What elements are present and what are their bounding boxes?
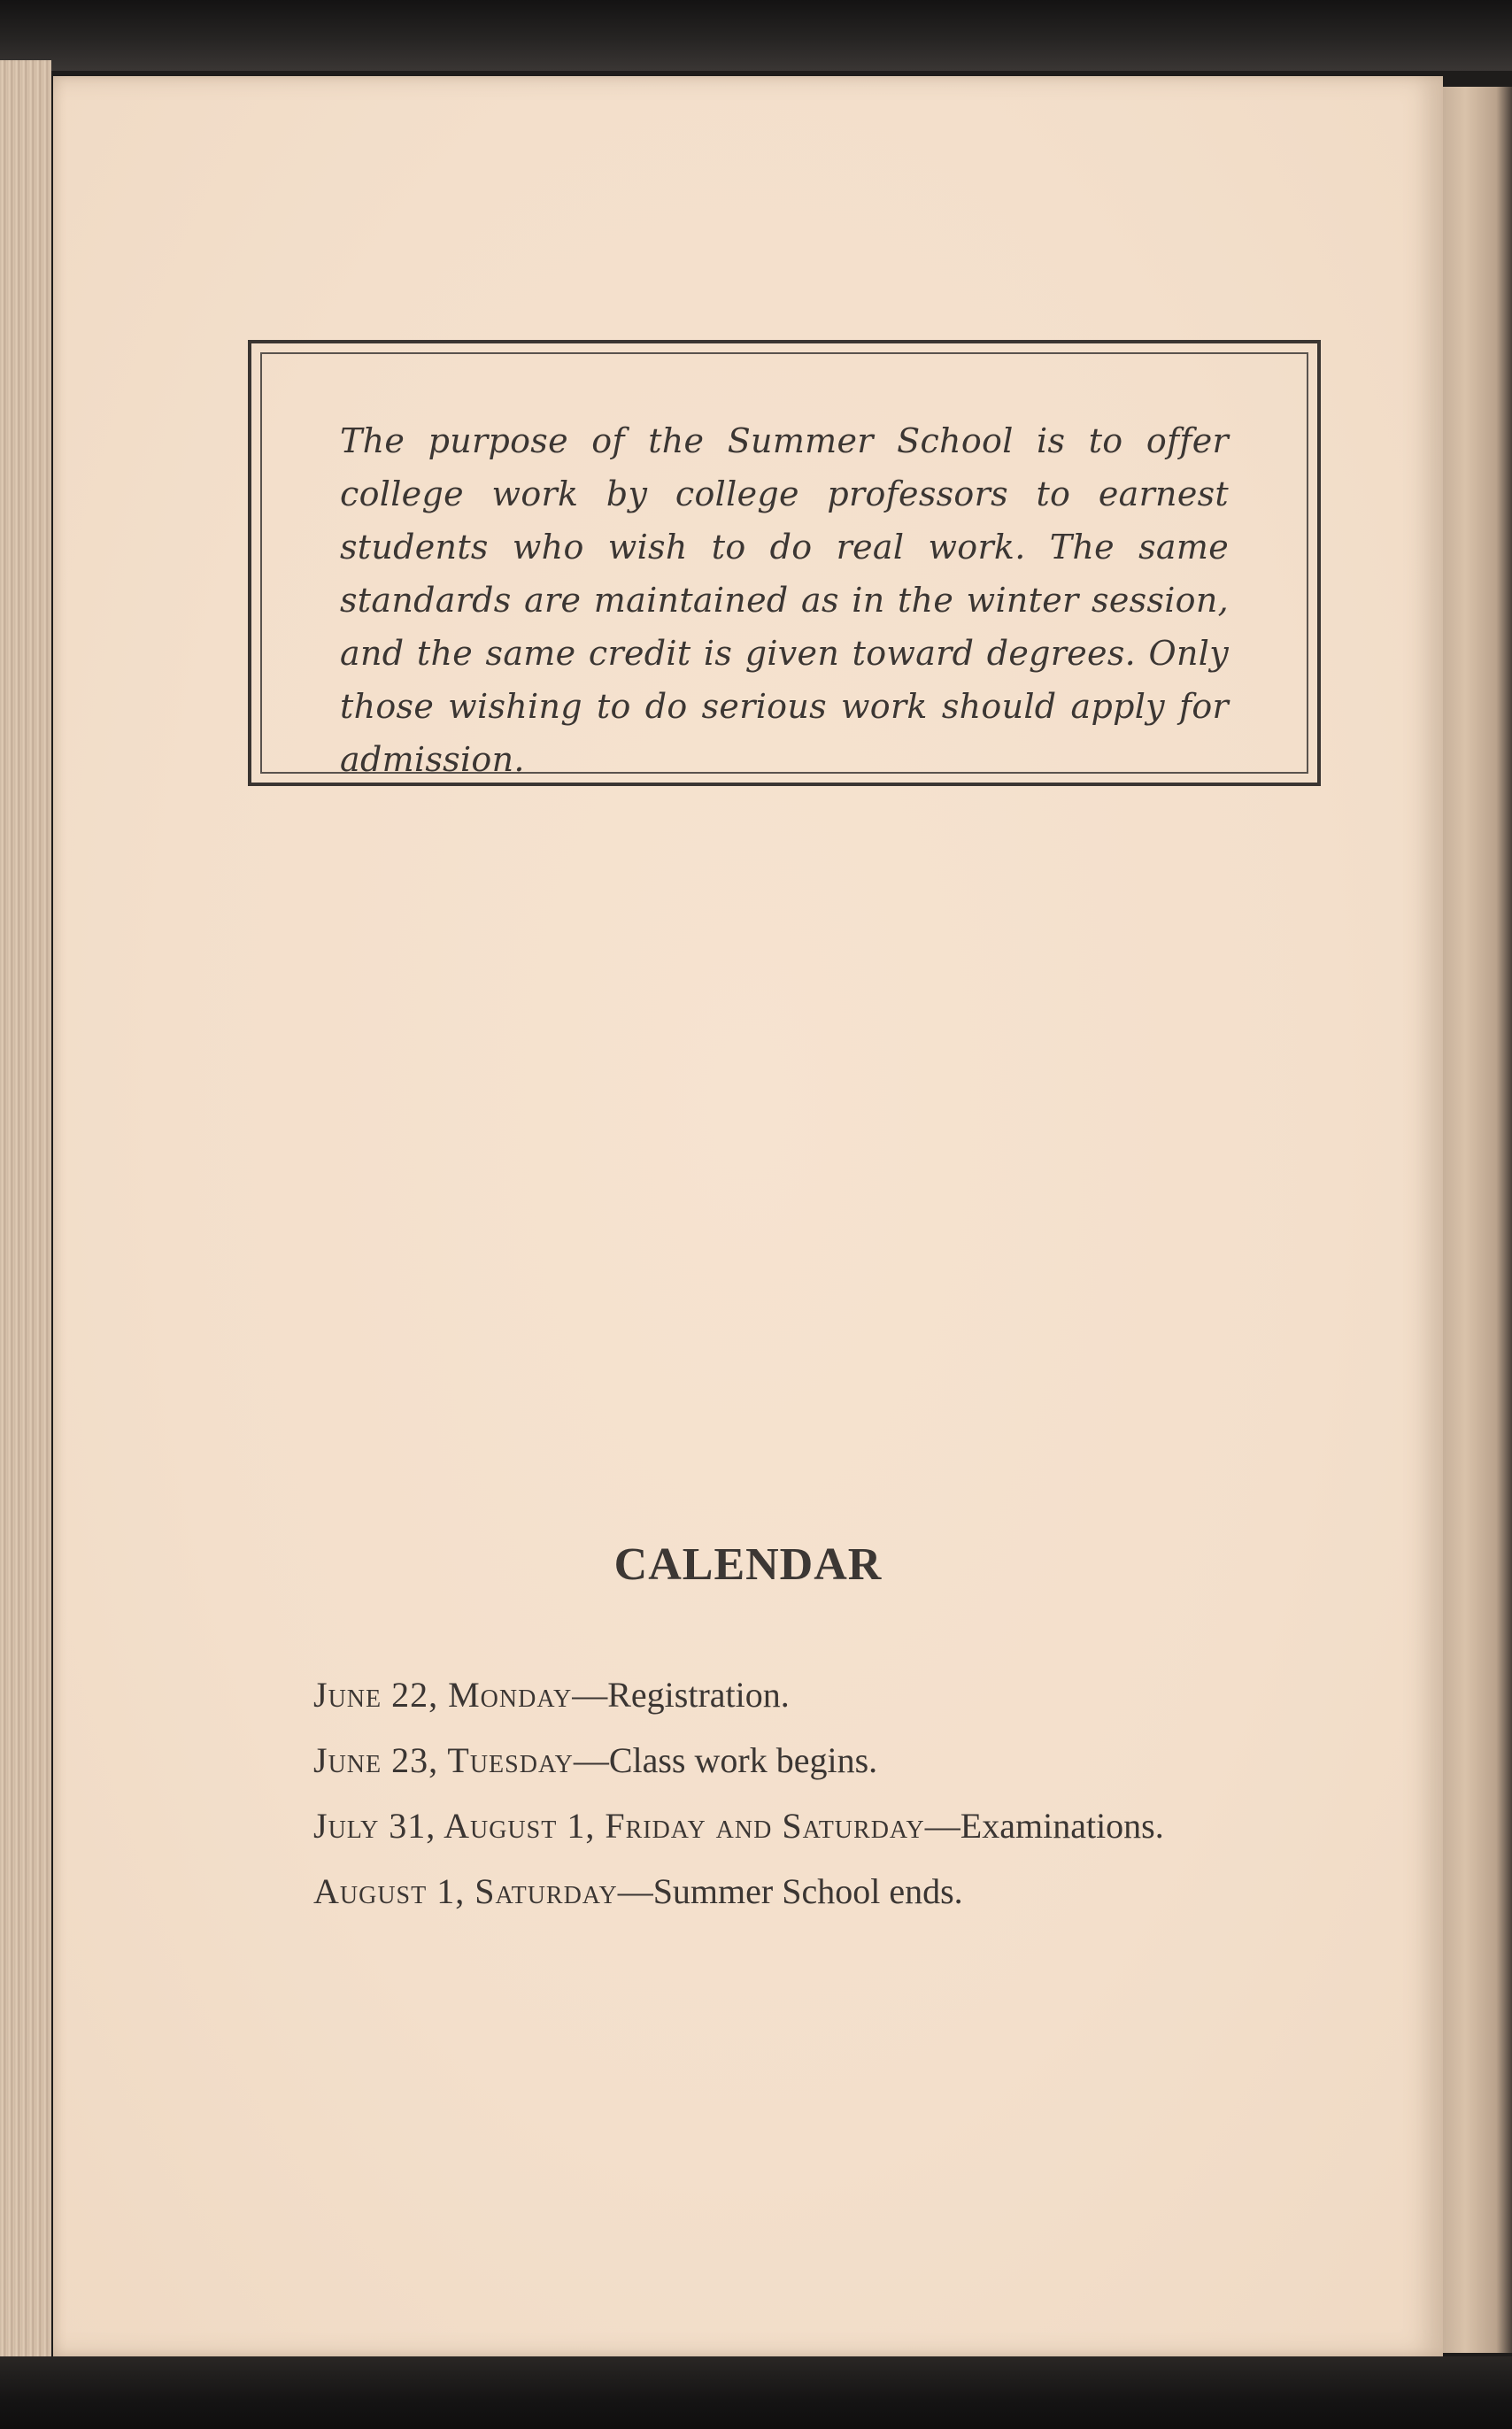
purpose-statement-box: [248, 340, 1321, 786]
calendar-list: [313, 1662, 1443, 1924]
book-binding-bottom: [0, 2356, 1512, 2429]
calendar-entry-event: —Class work begins.: [573, 1740, 878, 1780]
calendar-entry: [313, 1662, 1443, 1728]
book-page: [53, 76, 1443, 2356]
calendar-entry-date: June 22, Monday: [313, 1675, 573, 1715]
calendar-entry: [313, 1728, 1443, 1793]
calendar-entry-date: June 23, Tuesday: [313, 1740, 574, 1780]
purpose-statement-inner-frame: [260, 352, 1308, 779]
purpose-statement: The purpose of the Summer School is to offer college work by college professors to earnest students who wish to do real work. The same standards are maintained as in the winter session, and the same credit is given toward degrees. Only those wishing to do serious work should apply for admission.: [340, 421, 1229, 779]
calendar-entry-event: —Examinations.: [924, 1806, 1164, 1846]
calendar-entry-event: —Summer School ends.: [617, 1871, 963, 1911]
calendar-entry-date: August 1, Saturday: [313, 1871, 618, 1911]
calendar-entry: [313, 1793, 1443, 1859]
page-edges-left: [0, 60, 51, 2362]
calendar-entry-event: —Registration.: [572, 1675, 790, 1715]
page-edges-right: [1434, 87, 1512, 2353]
book-binding-top: [0, 0, 1512, 71]
calendar-entry-date: July 31, August 1, Friday and Saturday: [313, 1806, 925, 1846]
calendar-heading: CALENDAR: [613, 1539, 883, 1590]
calendar-entry: [313, 1859, 1443, 1924]
